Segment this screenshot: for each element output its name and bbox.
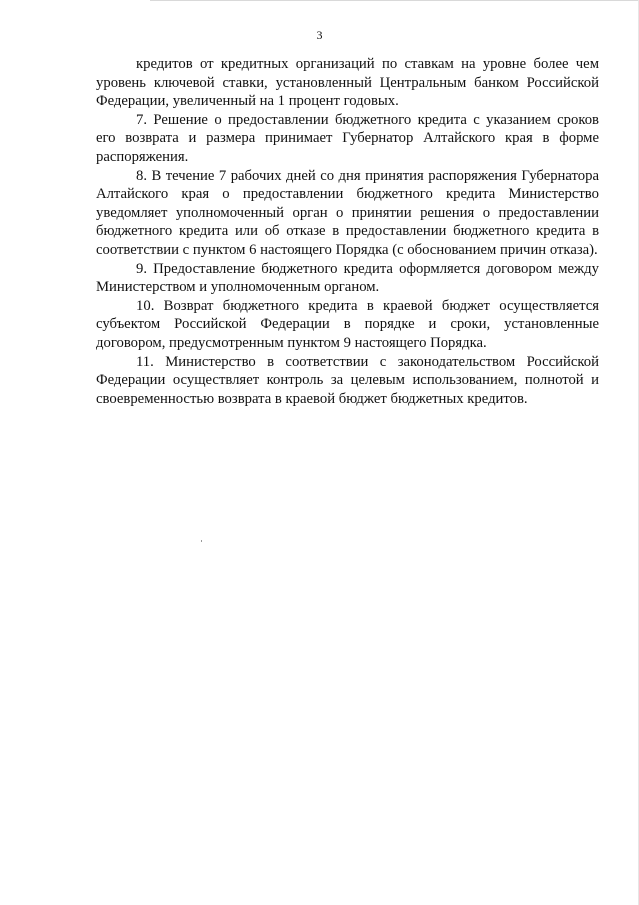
paragraph-item-8: 8. В течение 7 рабочих дней со дня принятия распоряжения Губернатора Алтайского края о предоставлении бюджетного кредита Министерство уведомляет уполномоченный орган о принятии решения о предоставлении бюджетного кредита или об отказе в предоставлении бюджетного кредита в соответствии с пунктом 6 настоящего Порядка (с обоснованием причин отказа). (96, 167, 599, 258)
paragraph-item-10: 10. Возврат бюджетного кредита в краевой бюджет осуществляется субъектом Российской Федерации в порядке и сроки, установленные договором, предусмотренным пунктом 9 настоящего Порядка. (96, 297, 599, 351)
paragraph-item-9: 9. Предоставление бюджетного кредита оформляется договором между Министерством и уполномоченным органом. (96, 260, 599, 296)
page-number: 3 (316, 28, 323, 42)
paragraph-item-7: 7. Решение о предоставлении бюджетного кредита с указанием сроков его возврата и размера принимает Губернатор Алтайского края в форме распоряжения. (96, 111, 599, 165)
paragraph-continuation: кредитов от кредитных организаций по ставкам на уровне более чем уровень ключевой ставки, установленный Центральным банком Российской Федерации, увеличенный на 1 процент годовых. (96, 56, 599, 110)
paragraph-item-11: 11. Министерство в соответствии с законодательством Российской Федерации осуществляет контроль за целевым использованием, полнотой и своевременностью возврата в краевой бюджет бюджетных кредитов. (96, 353, 599, 407)
scan-edge-top (150, 0, 639, 1)
document-body (96, 55, 599, 408)
scan-artifact (201, 540, 202, 542)
